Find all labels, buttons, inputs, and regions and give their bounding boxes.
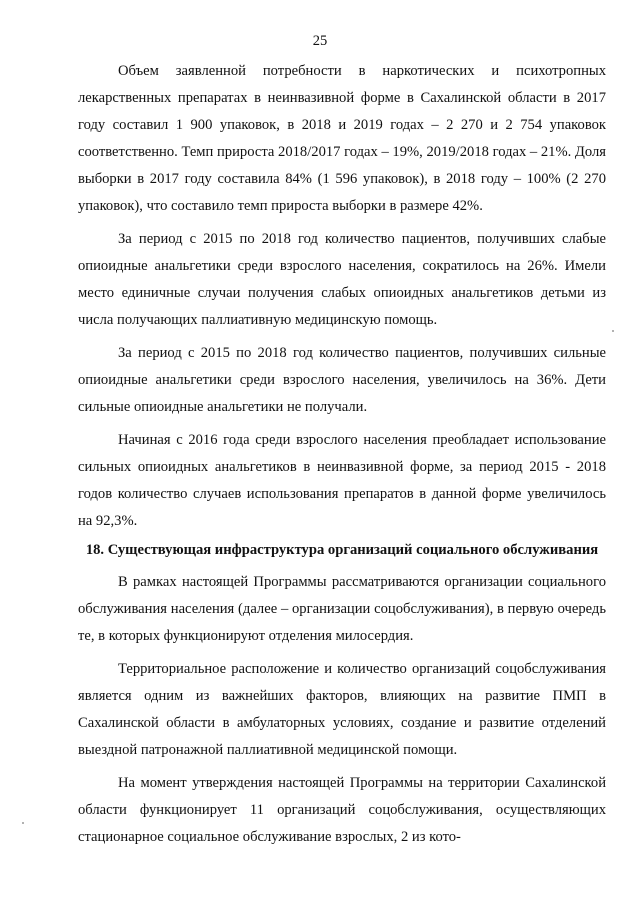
- body-text: [78, 58, 606, 857]
- paragraph-weak-opioids: За период с 2015 по 2018 год количество пациентов, получивших слабые опиоидные анальгетики среди взрослого населения, сократилось на 26%. Имели место единичные случаи получения слабых опиоидных анальгетиков детьми из числа получающих паллиативную медицинскую помощь.: [78, 231, 606, 328]
- scan-speck: [612, 330, 614, 332]
- paragraph-territorial-location: Территориальное расположение и количество организаций соцобслуживания является одним из важнейших факторов, влияющих на развитие ПМП в Сахалинской области в амбулаторных условиях, создание и развитие отделений выездной патронажной паллиативной медицинской помощи.: [78, 661, 606, 758]
- paragraph-organizations-count: На момент утверждения настоящей Программы на территории Сахалинской области функционирует 11 организаций соцобслуживания, осуществляющих стационарное социальное обслуживание взрослых, 2 из кото-: [78, 775, 606, 845]
- page-number: 25: [312, 33, 328, 49]
- paragraph-strong-opioids: За период с 2015 по 2018 год количество пациентов, получивших сильные опиоидные анальгетики среди взрослого населения, увеличилось на 36%. Дети сильные опиоидные анальгетики не получали.: [78, 345, 606, 415]
- section-heading: 18. Существующая инфраструктура организаций социального обслуживания: [85, 542, 599, 558]
- paragraph-noninvasive-form: Начиная с 2016 года среди взрослого населения преобладает использование сильных опиоидных анальгетиков в неинвазивной форме, за период 2015 - 2018 годов количество случаев использования препаратов в данной форме увеличилось на 92,3%.: [78, 432, 606, 529]
- paragraph-social-organizations: В рамках настоящей Программы рассматриваются организации социального обслуживания населения (далее – организации соцобслуживания), в первую очередь те, в которых функционируют отделения милосердия.: [78, 574, 606, 644]
- scan-speck: [22, 822, 24, 824]
- paragraph-demand-volume: Объем заявленной потребности в наркотических и психотропных лекарственных препаратах в неинвазивной форме в Сахалинской области в 2017 году составил 1 900 упаковок, в 2018 и 2019 годах – 2 270 и 2 754 упаковок соответственно. Темп прироста 2018/2017 годах – 19%, 2019/2018 годах – 21%. Доля выборки в 2017 году составила 84% (1 596 упаковок), в 2018 году – 100% (2 270 упаковок), что составило темп прироста выборки в размере 42%.: [78, 63, 606, 214]
